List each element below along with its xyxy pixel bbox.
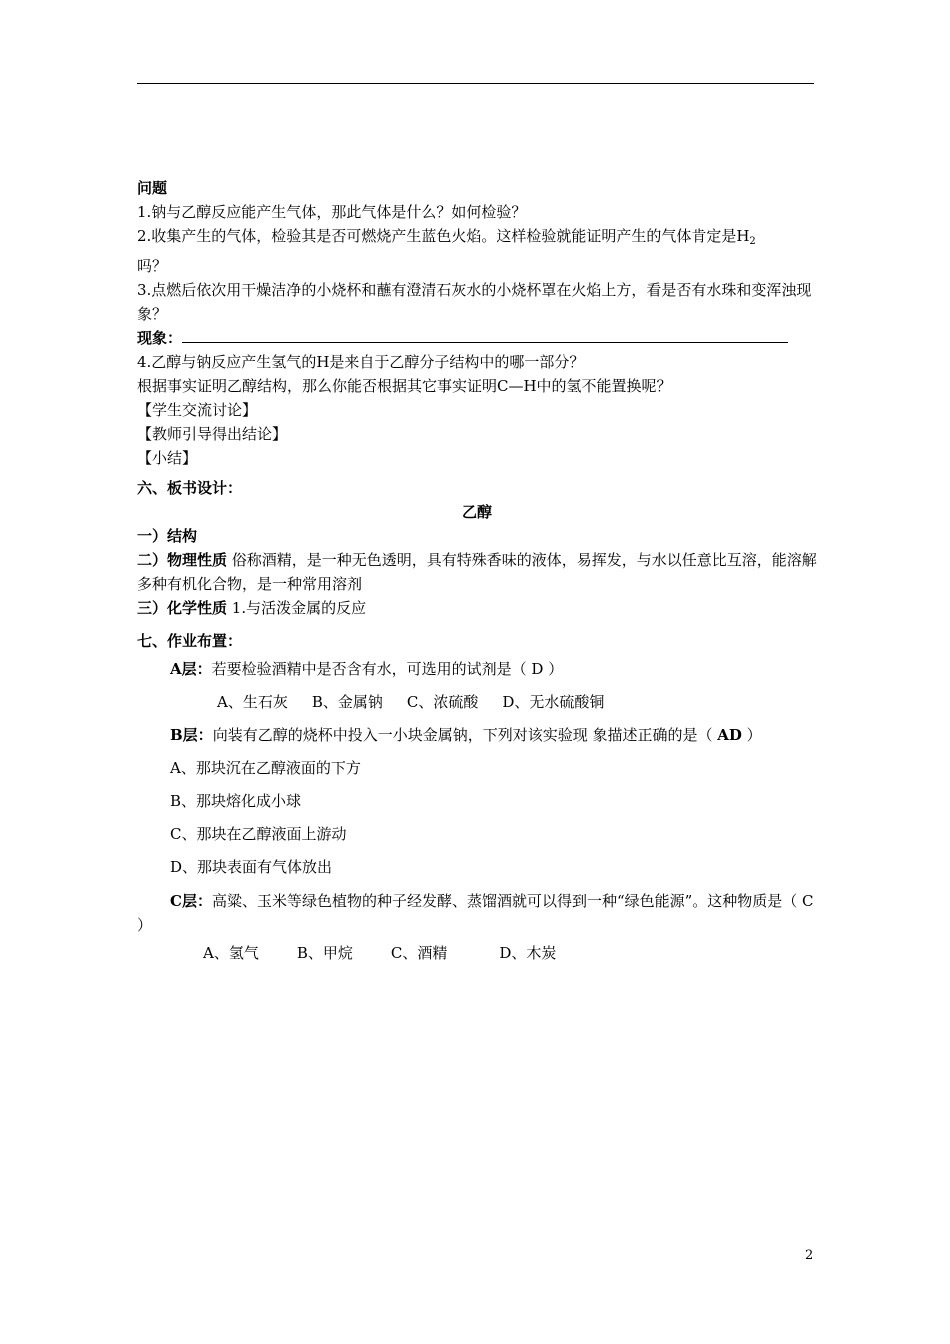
homework-c-text: 高粱、玉米等绿色植物的种子经发酵、蒸馏酒就可以得到一种“绿色能源”。这种物质是（ C ） [137,892,814,934]
document-body [137,176,817,970]
question-2-text: 2.收集产生的气体，检验其是否可燃烧产生蓝色火焰。这样检验就能证明产生的气体肯定是H [137,227,750,245]
option-b: B、金属钠 [311,693,383,711]
page-number: 2 [805,1248,814,1263]
homework-a-text: 若要检验酒精中是否含有水，可选用的试剂是（ D ） [211,660,564,678]
homework-b [137,719,817,752]
homework-c-options [137,937,817,970]
phenomenon-line [137,326,817,350]
board-chemical-text: 1.与活泼金属的反应 [227,599,367,617]
homework-heading: 七、作业布置： [137,632,243,650]
homework-a-label: A层： [170,660,212,678]
question-2-tail: 吗？ [137,257,168,275]
questions-heading: 问题 [137,179,168,197]
phenomenon-blank [182,326,788,343]
homework-b-text: 向装有乙醇的烧杯中投入一小块金属钠，下列对该实验现 象描述正确的是（ [212,726,718,744]
homework-a [137,653,817,686]
homework-b-close: ） [741,726,762,744]
homework-c-label: C层： [170,892,212,910]
option-a: A、生石灰 [217,693,288,711]
board-title: 乙醇 [461,503,492,521]
summary-note: 【小结】 [137,449,198,467]
board-physical-label: 二）物理性质 [137,551,228,569]
c-option-a: A、氢气 [203,944,259,962]
board-chemical-label: 三）化学性质 [137,599,228,617]
option-c: C、浓硫酸 [406,693,479,711]
question-5: 根据事实证明乙醇结构，那么你能否根据其它事实证明C—H中的氢不能置换呢？ [137,377,672,395]
question-2-subscript: 2 [749,236,756,247]
option-d: D、无水硫酸铜 [502,693,605,711]
homework-b-option-c: C、那块在乙醇液面上游动 [170,825,347,843]
homework-a-options [137,686,817,719]
c-option-d: D、木炭 [499,944,557,962]
board-chemical [137,596,817,620]
homework-b-answer: AD [717,726,742,744]
question-3: 3.点燃后依次用干燥洁净的小烧杯和蘸有澄清石灰水的小烧杯罩在火焰上方，看是否有水珠和变浑浊现象？ [137,281,812,323]
board-physical [137,548,817,596]
conclude-note: 【教师引导得出结论】 [137,425,288,443]
board-structure: 一）结构 [137,527,198,545]
homework-b-option-a: A、那块沉在乙醇液面的下方 [170,759,361,777]
phenomenon-label: 现象： [137,329,183,347]
board-heading: 六、板书设计： [137,479,243,497]
question-2 [137,224,817,278]
discuss-note: 【学生交流讨论】 [137,401,258,419]
board-physical-text: 俗称酒精，是一种无色透明，具有特殊香味的液体，易挥发，与水以任意比互溶，能溶解多种有机化合物，是一种常用溶剂 [137,551,817,593]
question-1: 1.钠与乙醇反应能产生气体，那此气体是什么？如何检验？ [137,203,527,221]
homework-b-option-b: B、那块熔化成小球 [170,792,302,810]
homework-c [137,889,817,937]
c-option-c: C、酒精 [390,944,448,962]
c-option-b: B、甲烷 [296,944,353,962]
question-4: 4.乙醇与钠反应产生氢气的H是来自于乙醇分子结构中的哪一部分？ [137,353,585,371]
homework-b-option-d: D、那块表面有气体放出 [170,858,333,876]
homework-b-label: B层： [170,726,213,744]
header-rule [137,83,814,84]
